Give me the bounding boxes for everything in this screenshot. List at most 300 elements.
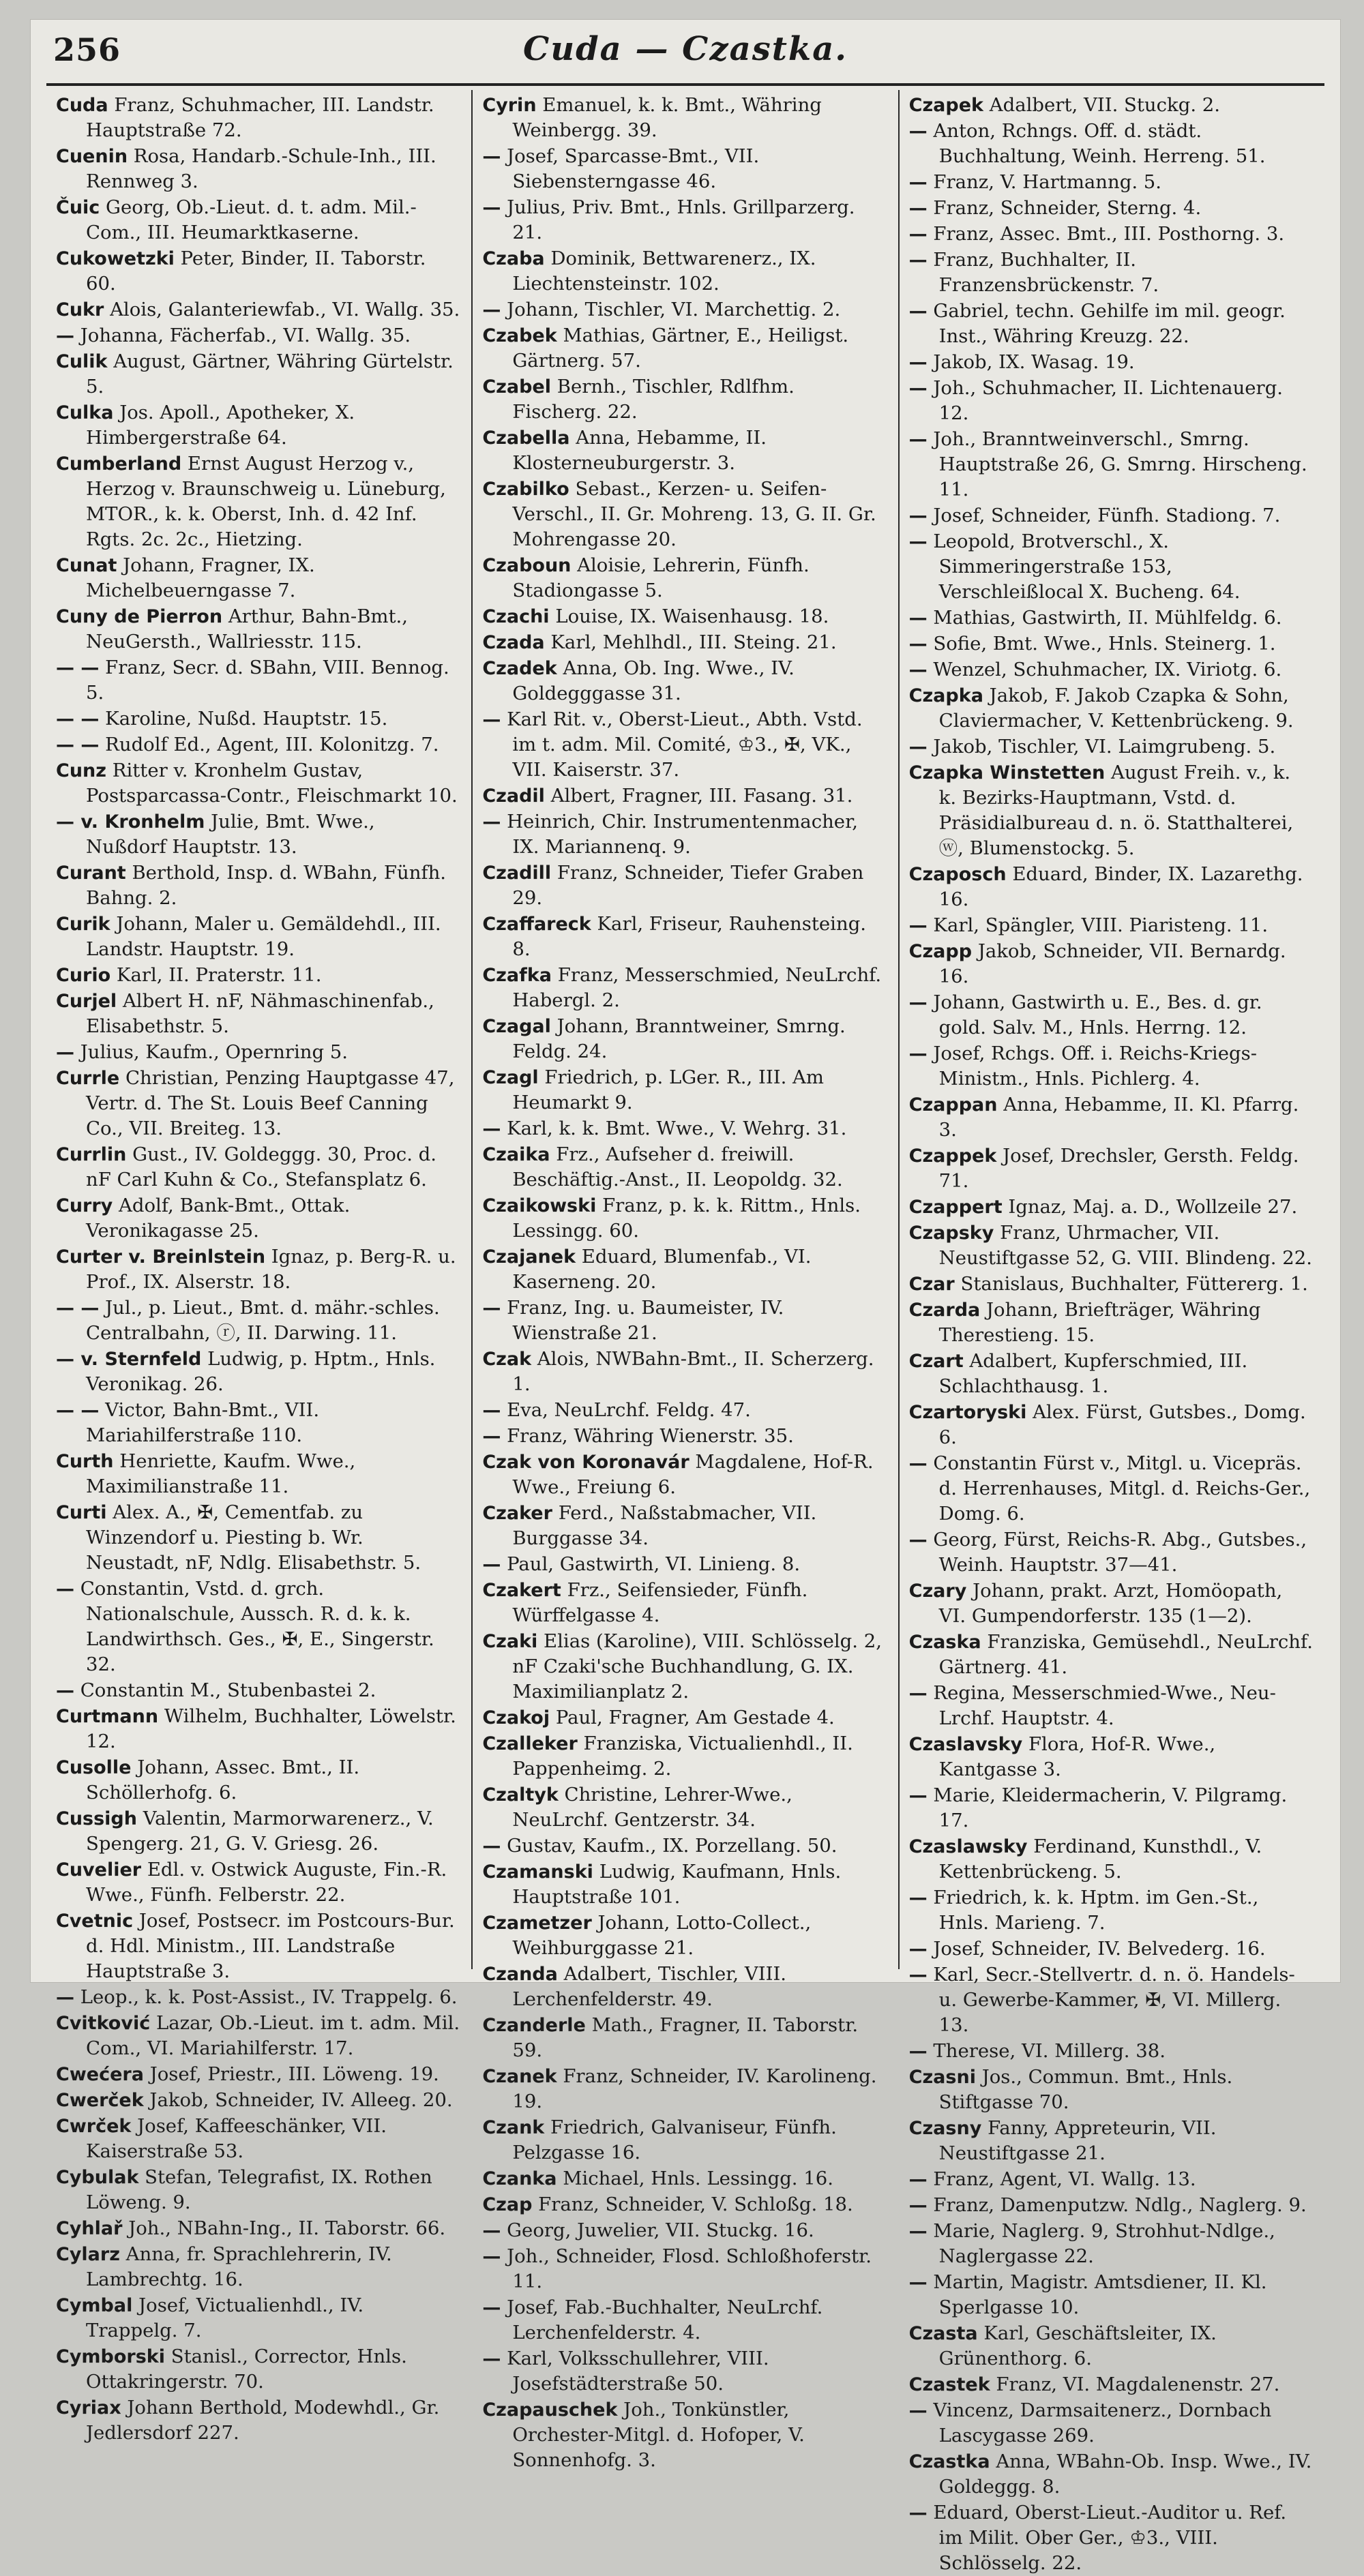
page-header <box>30 19 1341 80</box>
directory-entry <box>482 1193 887 1244</box>
entry-details: Karoline, Nußd. Hauptstr. 15. <box>105 708 388 730</box>
entry-surname: Czarda <box>908 1300 981 1321</box>
entry-surname: — <box>908 1683 928 1704</box>
entry-surname: — <box>908 2041 928 2062</box>
entry-details: Gustav, Kaufm., IX. Porzellang. 50. <box>507 1835 837 1857</box>
directory-entry <box>56 2165 460 2215</box>
entry-details: Sofie, Bmt. Wwe., Hnls. Steinerg. 1. <box>933 633 1276 655</box>
entry-surname: Czanda <box>482 1964 558 1985</box>
entry-surname: — <box>482 811 501 833</box>
entry-surname: — <box>908 2400 928 2421</box>
directory-entry <box>482 1552 887 1577</box>
columns <box>46 90 1324 2574</box>
entry-surname: — <box>482 197 501 218</box>
entry-surname: Czabella <box>482 428 570 449</box>
entry-details: Julius, Priv. Bmt., Hnls. Grillparzerg. 21. <box>507 196 855 243</box>
entry-surname: — <box>56 1680 74 1701</box>
entry-surname: Czapka <box>908 685 983 706</box>
entry-surname: — <box>908 2272 928 2293</box>
entry-details: Dominik, Bettwarenerz., IX. Liechtensteinstr. 102. <box>512 248 816 295</box>
entry-details: Leop., k. k. Post-Assist., IV. Trappelg. 6. <box>80 1986 458 2008</box>
entry-details: Fanny, Appreteurin, VII. Neustiftgasse 21. <box>938 2117 1217 2164</box>
directory-entry <box>56 1755 460 1806</box>
directory-entry <box>56 1500 460 1576</box>
directory-entry <box>56 2088 460 2113</box>
entry-surname: — <box>482 1400 501 1421</box>
entry-surname: — <box>908 915 928 936</box>
entry-surname: Czap <box>482 2194 533 2215</box>
entry-details: Johann, Lotto-Collect., Weihburggasse 21. <box>512 1912 812 1959</box>
entry-surname: Curant <box>56 863 126 884</box>
directory-entry <box>56 451 460 552</box>
directory-entry <box>482 1578 887 1628</box>
directory-entry <box>56 349 460 400</box>
entry-surname: Czanek <box>482 2066 557 2087</box>
entry-surname: Culka <box>56 402 114 423</box>
entry-surname: Currle <box>56 1068 120 1089</box>
directory-entry <box>482 2192 887 2217</box>
entry-details: Franz, Agent, VI. Wallg. 13. <box>933 2168 1196 2190</box>
entry-details: Constantin M., Stubenbastei 2. <box>80 1679 376 1701</box>
entry-surname: — <box>908 736 928 758</box>
entry-details: Ludwig, Kaufmann, Hnls. Hauptstraße 101. <box>512 1861 842 1908</box>
directory-entry <box>482 1705 887 1731</box>
column-3 <box>898 90 1324 2574</box>
entry-details: Rudolf Ed., Agent, III. Kolonitzg. 7. <box>105 734 439 755</box>
directory-entry <box>56 1040 460 1065</box>
entry-details: Alois, Galanteriewfab., VI. Wallg. 35. <box>110 299 460 320</box>
entry-surname: — <box>908 224 928 245</box>
directory-entry <box>909 1834 1314 1885</box>
entry-details: Josef, Drechsler, Gersth. Feldg. 71. <box>938 1145 1299 1192</box>
entry-surname: Czadill <box>482 863 552 884</box>
entry-surname: Czaska <box>908 1632 981 1653</box>
entry-surname: Czar <box>908 1274 955 1295</box>
entry-details: Johann, Fragner, IX. Michelbeuerngasse 7. <box>86 554 315 601</box>
directory-entry <box>909 2116 1314 2166</box>
entry-surname: Czapka Winstetten <box>908 762 1106 783</box>
entry-details: Georg, Ob.-Lieut. d. t. adm. Mil.-Com., III. Heumarktkaserne. <box>86 196 417 243</box>
entry-surname: — <box>56 325 74 346</box>
entry-details: Franz, Messerschmied, NeuLrchf. Habergl. 2. <box>512 964 882 1011</box>
entry-details: Franz, p. k. k. Rittm., Hnls. Lessingg. 60. <box>512 1195 861 1242</box>
entry-details: Gabriel, techn. Gehilfe im mil. geogr. Inst., Währing Kreuzg. 22. <box>933 300 1286 347</box>
entry-details: Anna, Hebamme, II. Kl. Pfarrg. 3. <box>938 1094 1299 1141</box>
directory-entry <box>909 1400 1314 1450</box>
entry-details: Josef, Kaffeeschänker, VII. Kaiserstraße 53. <box>86 2115 387 2162</box>
directory-entry <box>56 1857 460 1908</box>
directory-entry <box>909 2167 1314 2192</box>
directory-entry <box>482 2397 887 2473</box>
entry-surname: — <box>56 1042 74 1063</box>
entry-surname: — <box>908 198 928 219</box>
directory-entry <box>56 2293 460 2343</box>
directory-entry <box>909 1630 1314 1680</box>
directory-entry <box>909 1298 1314 1348</box>
entry-surname: Cyrin <box>482 95 537 116</box>
entry-surname: Czapauschek <box>482 2399 618 2421</box>
directory-entry <box>909 2449 1314 2500</box>
entry-surname: Cybulak <box>56 2167 139 2188</box>
entry-details: Marie, Kleidermacherin, V. Pilgramg. 17. <box>933 1784 1288 1831</box>
entry-surname: Czalleker <box>482 1733 578 1754</box>
entry-surname: — <box>482 299 501 320</box>
entry-surname: Czaikowski <box>482 1195 597 1216</box>
directory-entry <box>909 862 1314 912</box>
directory-entry <box>909 119 1314 169</box>
entry-details: Vincenz, Darmsaitenerz., Dornbach Lascygasse 269. <box>933 2399 1272 2446</box>
entry-details: Stefan, Telegrafist, IX. Rothen Löweng. 9. <box>86 2166 432 2213</box>
entry-surname: Currlin <box>56 1144 127 1165</box>
entry-details: Marie, Naglerg. 9, Strohhut-Ndlge., Naglergasse 22. <box>933 2220 1275 2267</box>
entry-details: Joh., Tonkünstler, Orchester-Mitgl. d. Hofoper, V. Sonnenhofg. 3. <box>512 2399 805 2471</box>
entry-details: Franziska, Victualienhdl., II. Pappenheimg. 2. <box>512 1733 853 1780</box>
entry-surname: — <box>908 301 928 322</box>
entry-details: Jakob, IX. Wasag. 19. <box>933 351 1135 373</box>
entry-details: Michael, Hnls. Lessingg. 16. <box>563 2168 834 2189</box>
entry-surname: Czaffareck <box>482 914 591 935</box>
entry-surname: Cuenin <box>56 146 128 167</box>
entry-details: Lazar, Ob.-Lieut. im t. adm. Mil. Com., VI. Mariahilferstr. 17. <box>86 2012 460 2059</box>
entry-surname: Czabilko <box>482 479 569 500</box>
entry-details: Karl, Volksschullehrer, VIII. Josefstädterstraße 50. <box>507 2348 769 2395</box>
directory-entry <box>482 809 887 860</box>
entry-details: Sebast., Kerzen- u. Seifen-Verschl., II. Gr. Mohreng. 13, G. II. Gr. Mohrengasse 20. <box>512 478 876 550</box>
entry-surname: Czagl <box>482 1067 539 1088</box>
directory-entry <box>909 2219 1314 2269</box>
entry-details: Anton, Rchngs. Off. d. städt. Buchhaltung, Weinh. Herreng. 51. <box>933 120 1266 167</box>
directory-entry <box>482 630 887 655</box>
entry-details: Victor, Bahn-Bmt., VII. Mariahilferstraße 110. <box>86 1399 320 1446</box>
entry-surname: — <box>908 352 928 373</box>
directory-entry <box>909 427 1314 503</box>
entry-surname: — <box>482 1554 501 1575</box>
entry-details: Karl, Secr.-Stellvertr. d. n. ö. Handels- u. Gewerbe-Kammer, ✠, VI. Millerg. 13. <box>933 1964 1295 2036</box>
entry-details: Alex. A., ✠, Cementfab. zu Winzendorf u. Piesting b. Wr. Neustadt, nF, Ndlg. Elisabethstr. 5. <box>86 1501 421 1574</box>
entry-surname: — <box>482 709 501 730</box>
entry-surname: Czadek <box>482 658 557 679</box>
entry-details: Josef, Sparcasse-Bmt., VII. Siebensterngasse 46. <box>507 145 760 192</box>
directory-entry <box>909 1936 1314 1962</box>
entry-details: Elias (Karoline), VIII. Schlösselg. 2, nF Czaki'sche Buchhandlung, G. IX. Maximilianplatz 2. <box>512 1630 882 1703</box>
entry-details: Albert, Fragner, III. Fasang. 31. <box>550 785 853 807</box>
entry-surname: Czanderle <box>482 2015 586 2036</box>
entry-details: Karl, II. Praterstr. 11. <box>116 964 322 986</box>
entry-surname: — <box>908 992 928 1013</box>
entry-surname: Czakoj <box>482 1707 550 1728</box>
entry-details: Joh., Schneider, Flosd. Schloßhoferstr. 11. <box>507 2245 872 2292</box>
entry-surname: Czak von Koronavár <box>482 1452 690 1473</box>
directory-entry <box>909 734 1314 760</box>
entry-details: Paul, Fragner, Am Gestade 4. <box>555 1707 835 1728</box>
entry-surname: — <box>908 1964 928 1986</box>
entry-details: Karl, k. k. Bmt. Wwe., V. Wehrg. 31. <box>507 1118 847 1139</box>
directory-entry <box>909 2398 1314 2448</box>
entry-surname: Czada <box>482 632 545 653</box>
directory-entry <box>482 1296 887 1346</box>
directory-entry <box>909 350 1314 375</box>
directory-entry <box>482 707 887 783</box>
entry-surname: — — <box>56 1298 100 1319</box>
entry-details: Anna, Hebamme, II. Klosterneuburgerstr. 3. <box>512 427 767 474</box>
entry-details: Franz, Währing Wienerstr. 35. <box>507 1425 794 1447</box>
entry-surname: — <box>908 250 928 271</box>
directory-entry <box>56 1908 460 1984</box>
entry-details: Mathias, Gastwirth, II. Mühlfeldg. 6. <box>933 607 1282 629</box>
entry-details: Franz, Damenputzw. Ndlg., Naglerg. 9. <box>933 2194 1307 2216</box>
directory-entry <box>482 1962 887 2012</box>
entry-surname: — — <box>56 657 100 678</box>
entry-surname: Cvitković <box>56 2013 151 2034</box>
entry-details: Franz, Schneider, IV. Karolineng. 19. <box>512 2065 877 2112</box>
entry-details: Valentin, Marmorwarenerz., V. Spengerg. 21, G. V. Griesg. 26. <box>86 1808 434 1855</box>
entry-surname: Cvetnic <box>56 1911 134 1932</box>
entry-surname: Čuic <box>56 197 100 218</box>
entry-surname: Czafka <box>482 965 552 986</box>
directory-entry <box>909 170 1314 195</box>
entry-surname: — <box>908 172 928 193</box>
entry-surname: Czaika <box>482 1144 550 1165</box>
directory-entry <box>909 1349 1314 1399</box>
directory-entry <box>482 144 887 194</box>
column-2 <box>471 90 898 2471</box>
entry-details: Ferd., Naßstabmacher, VII. Burggasse 34. <box>512 1502 817 1549</box>
directory-entry <box>56 553 460 603</box>
entry-details: Karl, Spängler, VIII. Piaristeng. 11. <box>933 914 1269 936</box>
entry-surname: Czadil <box>482 785 545 807</box>
directory-entry <box>56 1704 460 1754</box>
entry-details: Berthold, Insp. d. WBahn, Fünfh. Bahng. 2. <box>86 862 447 909</box>
entry-surname: — <box>908 2195 928 2216</box>
directory-entry <box>56 860 460 911</box>
entry-details: Johann, Assec. Bmt., II. Schöllerhofg. 6. <box>86 1756 360 1803</box>
entry-details: Josef, Schneider, IV. Belvederg. 16. <box>933 1938 1266 1960</box>
entry-surname: Czaltyk <box>482 1784 559 1806</box>
directory-entry <box>909 1578 1314 1629</box>
entry-details: Alex. Fürst, Gutsbes., Domg. 6. <box>938 1401 1306 1448</box>
directory-entry <box>482 2013 887 2063</box>
entry-surname: — <box>908 531 928 552</box>
entry-surname: — v. Sternfeld <box>56 1349 202 1370</box>
directory-entry <box>482 604 887 629</box>
entry-details: Heinrich, Chir. Instrumentenmacher, IX. Mariannenq. 9. <box>507 811 858 858</box>
entry-details: Aloisie, Lehrerin, Fünfh. Stadiongasse 5. <box>512 554 810 601</box>
directory-entry <box>56 963 460 988</box>
directory-entry <box>56 706 460 732</box>
entry-details: Franz, Assec. Bmt., III. Posthorng. 3. <box>933 223 1285 245</box>
entry-details: Louise, IX. Waisenhausg. 18. <box>555 605 829 627</box>
directory-entry <box>56 1142 460 1193</box>
entry-surname: — <box>482 2297 501 2318</box>
entry-details: Ignaz, Maj. a. D., Wollzeile 27. <box>1008 1196 1298 1218</box>
directory-entry <box>482 1731 887 1782</box>
directory-entry <box>56 1296 460 1346</box>
directory-entry <box>56 655 460 706</box>
directory-entry <box>482 246 887 297</box>
entry-surname: — <box>908 608 928 629</box>
header-rule <box>46 83 1324 86</box>
entry-details: Anna, Ob. Ing. Wwe., IV. Goldegggasse 31. <box>512 657 795 704</box>
directory-entry <box>482 195 887 245</box>
directory-entry <box>56 809 460 860</box>
directory-entry <box>909 529 1314 605</box>
entry-surname: Cyriax <box>56 2397 121 2418</box>
entry-surname: Czaslavsky <box>908 1734 1023 1755</box>
directory-entry <box>909 503 1314 528</box>
directory-entry <box>482 1244 887 1295</box>
directory-entry <box>56 989 460 1039</box>
entry-surname: Culik <box>56 351 108 372</box>
entry-surname: Cylarz <box>56 2244 120 2265</box>
entry-details: Julie, Bmt. Wwe., Nußdorf Hauptstr. 13. <box>86 811 375 858</box>
entry-details: Peter, Binder, II. Taborstr. 60. <box>86 248 426 295</box>
running-head: Cuda — Czastka. <box>522 30 848 68</box>
entry-surname: Czasny <box>908 2118 982 2139</box>
entry-details: Franziska, Gemüsehdl., NeuLrchf. Gärtnerg. 41. <box>938 1631 1313 1678</box>
directory-entry <box>909 2372 1314 2397</box>
entry-surname: — <box>482 2220 501 2241</box>
directory-entry <box>909 760 1314 861</box>
entry-details: Franz, Secr. d. SBahn, VIII. Bennog. 5. <box>86 657 449 704</box>
entry-surname: Cuny de Pierron <box>56 606 223 627</box>
entry-details: Jakob, Tischler, VI. Laimgrubeng. 5. <box>933 736 1276 758</box>
directory-entry <box>56 93 460 143</box>
directory-entry <box>56 1398 460 1448</box>
entry-surname: Curik <box>56 914 110 935</box>
column-1 <box>46 90 471 2444</box>
entry-details: Frz., Aufseher d. freiwill. Beschäftig.-Anst., II. Leopoldg. 32. <box>512 1143 843 1190</box>
directory-entry <box>482 323 887 374</box>
directory-entry <box>482 656 887 706</box>
entry-surname: — — <box>56 1400 100 1421</box>
entry-details: Franz, Schuhmacher, III. Landstr. Hauptstraße 72. <box>86 94 434 141</box>
entry-details: Friedrich, k. k. Hptm. im Gen.-St., Hnls. Marieng. 7. <box>933 1887 1259 1934</box>
entry-details: Frz., Seifensieder, Fünfh. Würffelgasse 4. <box>512 1579 808 1626</box>
entry-surname: Cwrček <box>56 2116 132 2137</box>
directory-entry <box>482 912 887 962</box>
directory-entry <box>909 299 1314 349</box>
entry-surname: Cuvelier <box>56 1859 142 1881</box>
entry-details: Christine, Lehrer-Wwe., NeuLrchf. Gentzerstr. 34. <box>512 1784 792 1831</box>
directory-entry <box>482 2166 887 2191</box>
entry-surname: Cymbal <box>56 2295 133 2316</box>
directory-entry <box>909 2321 1314 2371</box>
directory-entry <box>482 2244 887 2294</box>
entry-details: Karl, Mehlhdl., III. Steing. 21. <box>550 631 837 653</box>
entry-details: Julius, Kaufm., Opernring 5. <box>80 1041 349 1063</box>
entry-surname: Czary <box>908 1581 967 1602</box>
entry-details: Gust., IV. Goldeggg. 30, Proc. d. nF Carl Kuhn & Co., Stefansplatz 6. <box>86 1143 437 1190</box>
entry-surname: — <box>908 1529 928 1551</box>
entry-details: Josef, Victualienhdl., IV. Trappelg. 7. <box>86 2294 364 2341</box>
entry-surname: — <box>908 659 928 680</box>
entry-details: Josef, Postsecr. im Postcours-Bur. d. Hdl. Ministm., III. Landstraße Hauptstraße 3. <box>86 1910 455 1982</box>
entry-surname: Czappan <box>908 1094 998 1115</box>
entry-details: Johann Berthold, Modewhdl., Gr. Jedlersdorf 227. <box>86 2397 440 2444</box>
directory-entry <box>56 2114 460 2164</box>
entry-surname: — <box>908 1785 928 1806</box>
directory-entry <box>482 374 887 425</box>
entry-surname: — <box>908 429 928 450</box>
entry-surname: — <box>482 1836 501 1857</box>
entry-surname: Czaboun <box>482 555 572 576</box>
entry-surname: Czachi <box>482 606 550 627</box>
directory-entry <box>909 1783 1314 1833</box>
entry-surname: Czaslawsky <box>908 1836 1028 1857</box>
entry-details: Constantin Fürst v., Mitgl. u. Vicepräs. d. Herrenhauses, Mitgl. d. Reichs-Ger., Domg. 6. <box>933 1452 1311 1525</box>
directory-entry <box>909 1272 1314 1297</box>
directory-entry <box>482 1065 887 1115</box>
directory-entry <box>909 631 1314 657</box>
entry-surname: Curter v. Breinlstein <box>56 1246 266 1268</box>
directory-entry <box>482 297 887 323</box>
entry-surname: Curjel <box>56 991 117 1012</box>
directory-entry <box>482 425 887 476</box>
entry-surname: Czaposch <box>908 864 1007 885</box>
entry-details: August Freih. v., k. k. Bezirks-Hauptmann, Vstd. d. Präsidialbureau d. n. ö. Statthalterei, ⓦ, Blumenstockg. 5. <box>938 762 1294 859</box>
entry-surname: Cwećera <box>56 2064 144 2085</box>
entry-surname: — <box>56 1987 74 2008</box>
entry-details: Eduard, Binder, IX. Lazarethg. 16. <box>938 863 1303 910</box>
entry-details: Ritter v. Kronhelm Gustav, Postsparcassa-Contr., Fleischmarkt 10. <box>86 760 458 807</box>
directory-entry <box>482 1142 887 1193</box>
directory-entry <box>482 963 887 1013</box>
entry-surname: Czamanski <box>482 1861 593 1883</box>
entry-surname: Curtmann <box>56 1706 159 1727</box>
directory-entry <box>56 297 460 323</box>
directory-entry <box>909 683 1314 734</box>
directory-entry <box>909 939 1314 989</box>
directory-entry <box>909 2500 1314 2576</box>
directory-entry <box>909 1962 1314 2038</box>
directory-entry <box>482 1398 887 1423</box>
directory-entry <box>909 657 1314 683</box>
directory-entry <box>56 2062 460 2087</box>
entry-details: Ernst August Herzog v., Herzog v. Braunschweig u. Lüneburg, MTOR., k. k. Oberst, Inh. d. 42 Inf. Rgts. 2c. 2c., Hietzing. <box>86 453 446 550</box>
entry-surname: — <box>908 1043 928 1064</box>
entry-details: Jul., p. Lieut., Bmt. d. mähr.-schles. Centralbahn, ⓡ, II. Darwing. 11. <box>86 1297 440 1344</box>
directory-entry <box>909 93 1314 118</box>
entry-surname: Curth <box>56 1451 114 1472</box>
entry-details: Stanislaus, Buchhalter, Füttererg. 1. <box>960 1273 1308 1295</box>
directory-entry <box>56 758 460 809</box>
entry-surname: — <box>56 1578 74 1600</box>
entry-surname: Czagal <box>482 1016 551 1037</box>
entry-details: Ferdinand, Kunsthdl., V. Kettenbrückeng. 5. <box>938 1836 1262 1883</box>
entry-details: Albert H. nF, Nähmaschinenfab., Elisabethstr. 5. <box>86 990 434 1037</box>
directory-entry <box>909 248 1314 298</box>
directory-entry <box>482 477 887 552</box>
entry-surname: Czastek <box>908 2374 990 2395</box>
entry-surname: Czank <box>482 2117 545 2138</box>
entry-surname: Curry <box>56 1195 113 1216</box>
entry-surname: Curti <box>56 1502 107 1523</box>
entry-surname: — <box>908 378 928 399</box>
entry-details: Leopold, Brotverschl., X. Simmeringerstraße 153, Verschleißlocal X. Bucheng. 64. <box>933 530 1241 603</box>
entry-surname: Cymborski <box>56 2346 166 2367</box>
entry-details: Franz, Schneider, Tiefer Graben 29. <box>512 862 864 909</box>
directory-entry <box>909 1092 1314 1143</box>
entry-details: Stanisl., Corrector, Hnls. Ottakringerstr. 70. <box>86 2346 407 2393</box>
entry-surname: Czaba <box>482 248 545 269</box>
directory-entry <box>482 1501 887 1551</box>
directory-entry <box>482 2346 887 2397</box>
directory-entry <box>56 323 460 348</box>
entry-details: Johann, Branntweiner, Smrng. Feldg. 24. <box>512 1015 846 1062</box>
entry-details: Adalbert, Kupferschmied, III. Schlachthausg. 1. <box>938 1350 1248 1397</box>
entry-surname: — <box>482 146 501 167</box>
entry-surname: — <box>908 121 928 142</box>
